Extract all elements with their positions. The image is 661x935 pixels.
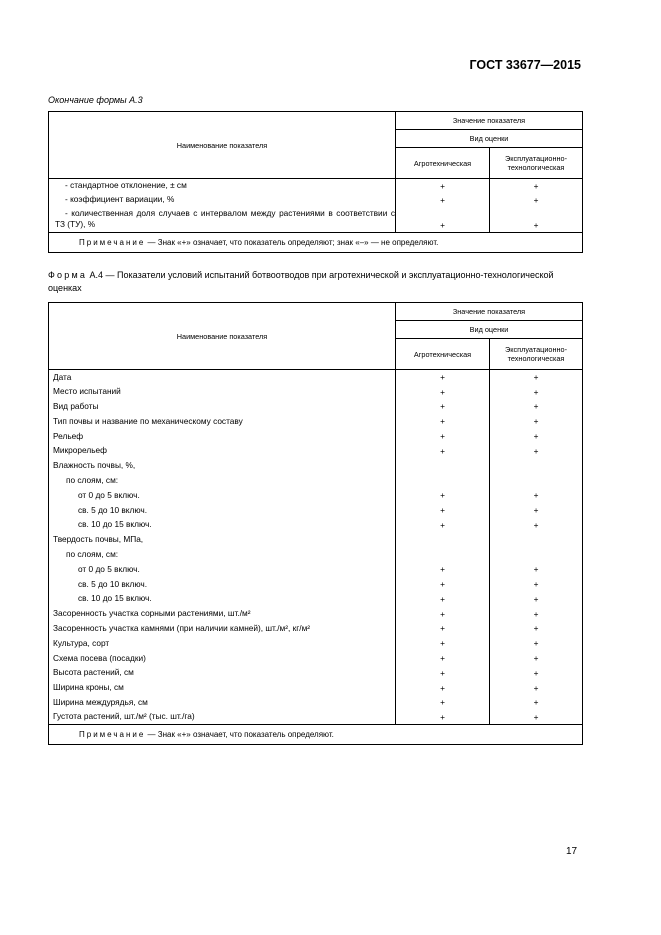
row-name: Дата [49,370,396,385]
col-header-expl: Эксплуатационно-технологическая [490,339,583,370]
table-row [49,517,583,532]
col-header-name: Наименование показателя [49,303,396,370]
row-name: Ширина кроны, см [49,680,396,695]
note-text: — Знак «+» означает, что показатель определяют; знак «–» — не определяют. [145,238,439,247]
row-expl [490,458,583,473]
row-expl: + [490,591,583,606]
row-name: - количественная доля случаев с интервалом между растениями в соответствии с ТЗ (ТУ), % [49,207,396,233]
row-expl: + [490,695,583,710]
table-row [49,710,583,725]
note-label: Примечание [79,730,146,740]
table-row [49,591,583,606]
row-name: от 0 до 5 включ. [49,562,396,577]
table-row [49,651,583,666]
row-name: Твердость почвы, МПа, [49,532,396,547]
note-text: — Знак «+» означает, что показатель определяют. [145,730,334,740]
row-agro: + [396,577,490,592]
table-row [49,695,583,710]
row-name: Густота растений, шт./м² (тыс. шт./га) [49,710,396,725]
row-name: св. 10 до 15 включ. [49,517,396,532]
col-header-eval: Вид оценки [396,130,583,148]
row-expl [490,547,583,562]
row-agro [396,458,490,473]
row-name: Культура, сорт [49,636,396,651]
col-header-agro: Агротехническая [396,339,490,370]
row-agro: + [396,399,490,414]
row-agro: + [396,680,490,695]
table-note [49,233,583,253]
table-row [49,473,583,488]
table-row [49,532,583,547]
row-agro: + [396,651,490,666]
row-name: Засоренность участка камнями (при наличии камней), шт./м², кг/м² [49,621,396,636]
row-name: св. 5 до 10 включ. [49,503,396,518]
row-agro: + [396,179,490,193]
table-row [49,488,583,503]
row-expl: + [490,443,583,458]
page-number: 17 [566,846,578,857]
row-agro [396,532,490,547]
row-name: Схема посева (посадки) [49,651,396,666]
row-expl: + [490,517,583,532]
row-expl: + [490,710,583,725]
row-expl: + [490,651,583,666]
col-header-expl: Эксплуатационно-технологическая [490,148,583,179]
col-header-value: Значение показателя [396,303,583,321]
row-expl: + [490,414,583,429]
table-row [49,384,583,399]
row-agro: + [396,207,490,233]
row-expl: + [490,429,583,444]
row-name: св. 10 до 15 включ. [49,591,396,606]
row-expl: + [490,503,583,518]
row-name: Засоренность участка сорными растениями, шт./м² [49,606,396,621]
table-row [49,179,583,193]
row-expl: + [490,621,583,636]
row-name: Рельеф [49,429,396,444]
row-expl: + [490,179,583,193]
row-agro: + [396,710,490,725]
table-row [49,443,583,458]
row-agro: + [396,665,490,680]
table-row [49,606,583,621]
row-name: по слоям, см: [49,547,396,562]
row-name: от 0 до 5 включ. [49,488,396,503]
continuation-label: Окончание формы А.3 [48,95,143,105]
table-row [49,636,583,651]
row-agro: + [396,621,490,636]
row-name: Вид работы [49,399,396,414]
table-row [49,399,583,414]
table-row [49,621,583,636]
row-expl: + [490,680,583,695]
table-row [49,562,583,577]
row-name: - коэффициент вариации, % [49,193,396,207]
form-label: Форма [48,270,88,280]
table-note [49,725,583,745]
row-expl [490,532,583,547]
row-agro [396,473,490,488]
row-expl: + [490,562,583,577]
row-agro: + [396,503,490,518]
row-expl: + [490,207,583,233]
row-agro: + [396,591,490,606]
row-expl: + [490,577,583,592]
table-row [49,680,583,695]
col-header-eval: Вид оценки [396,321,583,339]
row-expl: + [490,384,583,399]
row-name: - стандартное отклонение, ± см [49,179,396,193]
row-agro: + [396,384,490,399]
note-label: Примечание [79,238,146,247]
row-name: Влажность почвы, %, [49,458,396,473]
table-row [49,414,583,429]
col-header-name: Наименование показателя [49,112,396,179]
table-row [49,370,583,385]
row-name: Ширина междурядья, см [49,695,396,710]
row-name: Тип почвы и название по механическому составу [49,414,396,429]
row-agro: + [396,488,490,503]
table-row [49,429,583,444]
row-agro: + [396,193,490,207]
form-title: А.4 — Показатели условий испытаний ботвоотводов при агротехнической и эксплуатационно-технологической оценках [48,270,554,293]
row-agro: + [396,370,490,385]
col-header-agro: Агротехническая [396,148,490,179]
table-a4 [48,302,583,745]
row-expl: + [490,488,583,503]
table-row [49,503,583,518]
table-row [49,207,583,233]
table-row [49,665,583,680]
row-name: св. 5 до 10 включ. [49,577,396,592]
row-name: Место испытаний [49,384,396,399]
row-agro: + [396,636,490,651]
row-expl: + [490,636,583,651]
row-name: Высота растений, см [49,665,396,680]
table-row [49,458,583,473]
row-expl: + [490,606,583,621]
form-caption [48,269,582,295]
row-expl: + [490,193,583,207]
row-expl: + [490,399,583,414]
row-expl [490,473,583,488]
row-expl: + [490,665,583,680]
row-name: Микрорельеф [49,443,396,458]
row-expl: + [490,370,583,385]
standard-designation: ГОСТ 33677—2015 [469,58,581,72]
row-agro: + [396,695,490,710]
row-agro: + [396,443,490,458]
row-agro: + [396,429,490,444]
table-row [49,547,583,562]
col-header-value: Значение показателя [396,112,583,130]
row-agro: + [396,517,490,532]
table-a3 [48,111,583,253]
row-agro: + [396,414,490,429]
table-row [49,193,583,207]
row-agro: + [396,562,490,577]
table-row [49,577,583,592]
row-agro [396,547,490,562]
row-agro: + [396,606,490,621]
row-name: по слоям, см: [49,473,396,488]
